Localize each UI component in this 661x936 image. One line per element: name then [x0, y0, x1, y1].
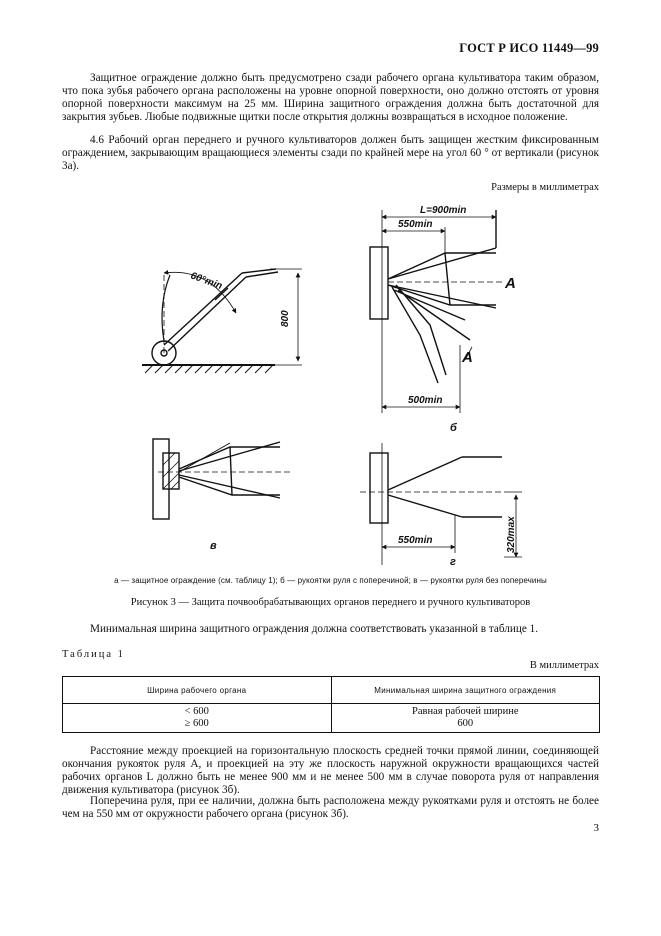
angle-label: 60°min [188, 270, 224, 293]
crossbar-g-label: 550min [398, 535, 433, 546]
table-row [63, 704, 600, 733]
paragraph-crossbar: Поперечина руля, при ее наличии, должна быть расположена между рукоятками руля и отстоять не более чем на 550 мм от окружности рабочего органа (рисунок 3б). [62, 795, 599, 820]
crossbar-b-label: 550min [398, 219, 433, 230]
table-units: В миллиметрах [529, 660, 599, 671]
standard-header: ГОСТ Р ИСО 11449—99 [459, 41, 599, 55]
subfigure-g-top-view [360, 443, 522, 565]
subfigure-b-top-view [370, 210, 505, 413]
paragraph-guard-position: Защитное ограждение должно быть предусмотрено сзади рабочего органа культиватора таким образом, что пока зубья рабочего органа расположены на уровне опорной поверхности, оно должно отстоять от уровня опорной поверхности максимум на 25 мм. Ширина защитного ограждения должна быть достаточной для закрытия зубьев. Любые подвижные щитки после открытия должны возвращаться в исходное положение. [62, 72, 599, 123]
figure-3-diagram [120, 195, 550, 570]
height-label: 800 [280, 310, 291, 327]
point-a1-label: A [505, 275, 516, 292]
paragraph-distance: Расстояние между проекцией на горизонтальную плоскость средней точки прямой линии, соединяющей окончания рукояток руля A, и проекцией на эту же плоскость наружной окружности вращающихся частей рабочих органов L должно быть не менее 900 мм и не менее 500 мм в случае поворота руля от направления движения культиватора (рисунок 3б). [62, 745, 599, 796]
figure-legend: а — защитное ограждение (см. таблицу 1); б — рукоятки руля с поперечиной; в — рукоятки руля без поперечины [114, 576, 547, 585]
width-max-label: 320max [506, 516, 517, 553]
table-header-min-guard: Минимальная ширина защитного ограждения [331, 677, 600, 704]
paragraph-table-ref: Минимальная ширина защитного ограждения должна соответствовать указанной в таблице 1. [90, 623, 539, 635]
dimensions-note: Размеры в миллиметрах [491, 182, 599, 193]
table-cell-width: < 600 ≥ 600 [63, 704, 332, 733]
turn-label: 500min [408, 395, 443, 406]
length-label: L=900min [420, 205, 467, 216]
figure-caption: Рисунок 3 — Защита почвообрабатывающих органов переднего и ручного культиваторов [130, 597, 531, 608]
table-1 [62, 676, 600, 733]
page-number: 3 [593, 822, 599, 834]
point-a2-label: A [462, 349, 473, 366]
fig-g-label: г [450, 556, 456, 568]
table-header-width: Ширина рабочего органа [63, 677, 332, 704]
table-label: Таблица 1 [62, 649, 125, 660]
table-cell-min-guard: Равная рабочей ширине 600 [331, 704, 600, 733]
subfigure-v-top-view [153, 439, 290, 519]
fig-b-label: б [450, 422, 457, 434]
paragraph-4-6: 4.6 Рабочий орган переднего и ручного культиваторов должен быть защищен жестким фиксированным ограждением, закрывающим вращающиеся элементы сзади по крайней мере на угол 60 ° от вертикали (рисунок 3а). [62, 134, 599, 172]
fig-v-label: в [210, 540, 217, 552]
